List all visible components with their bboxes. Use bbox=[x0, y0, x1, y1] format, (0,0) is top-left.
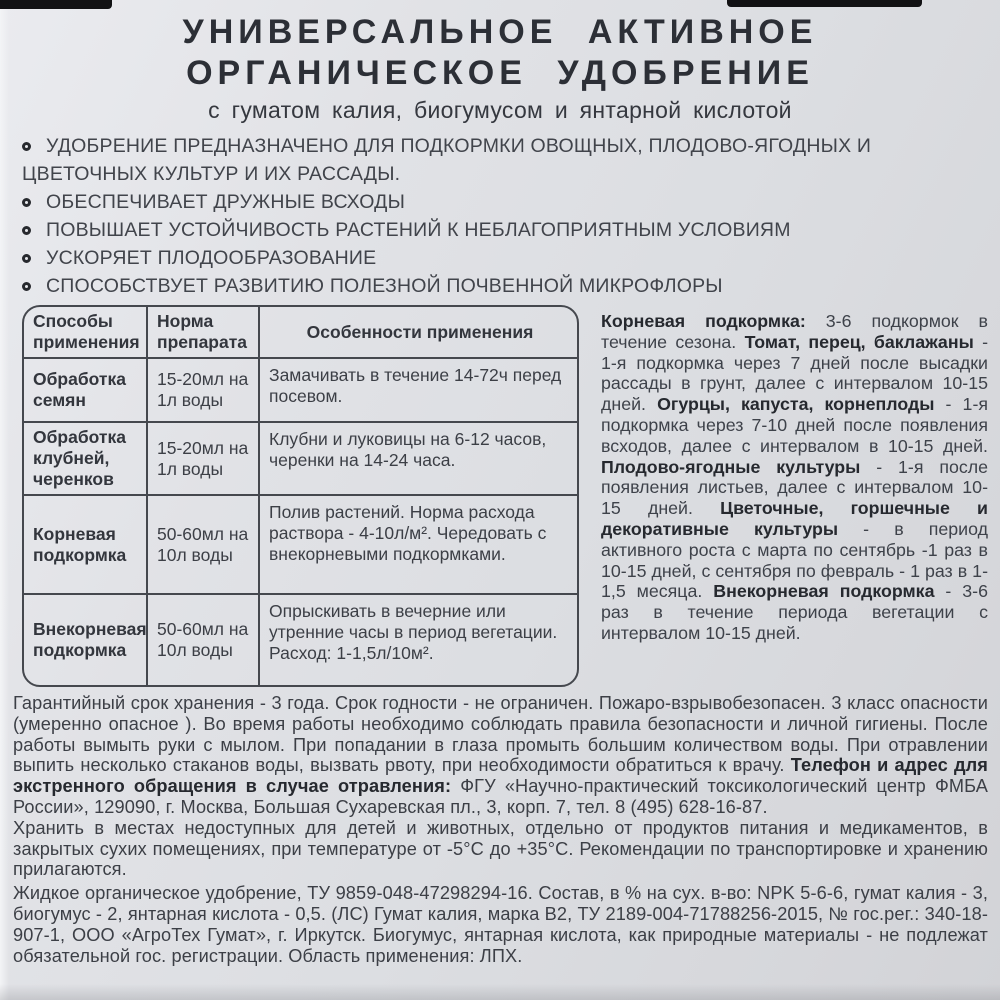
schedule-segment: - 1-я подкормка через 7-10 дней после появления всходов, далее с интервалом в 10-15 дней. bbox=[601, 394, 988, 456]
table-cell-notes bbox=[258, 357, 577, 421]
label-header bbox=[0, 12, 1000, 124]
table-cell-text: 50-60мл на 10л воды bbox=[157, 523, 249, 565]
table-header-cell bbox=[24, 307, 146, 357]
product-subtitle: с гуматом калия, биогумусом и янтарной кислотой bbox=[208, 97, 792, 123]
table-header-cell bbox=[146, 307, 258, 357]
footer-segment: Жидкое органическое удобрение, ТУ 9859-048-47298294-16. Состав, в % на сух. в-во: NPK 5-6-6, гумат калия - 3, биогумус - 2, янтарная кислота - 0,5. (ЛС) Гумат калия, марка В2, ТУ 2189-004-71788256-2015, № гос.рег.: 340-18-907-1, ООО «АгроТех Гумат», г. Иркутск. Биогумус, янтарная кислота, как природные материалы - не подлежат обязательной гос. регистрации. Область применения: ЛПХ. bbox=[13, 883, 988, 966]
photo-bottom-shade bbox=[0, 984, 1000, 1000]
table-cell-text: Корневая подкормка bbox=[33, 523, 127, 565]
feature-item bbox=[22, 188, 967, 216]
bullet-icon bbox=[22, 254, 31, 263]
feature-text: ОБЕСПЕЧИВАЕТ ДРУЖНЫЕ ВСХОДЫ bbox=[46, 191, 406, 213]
table-cell-text: Внекорневая подкормка bbox=[33, 619, 147, 660]
bullet-icon bbox=[22, 226, 31, 235]
table-cell-method bbox=[24, 494, 146, 593]
table-cell-text: 50-60мл на 10л воды bbox=[157, 619, 249, 660]
table-cell-method bbox=[24, 593, 146, 685]
table-header-cell bbox=[258, 307, 577, 357]
footer-paragraph bbox=[13, 693, 988, 818]
table-cell-dose bbox=[146, 494, 258, 593]
photo-left-highlight bbox=[0, 0, 9, 1000]
footer-segment: Хранить в местах недоступных для детей и животных, отдельно от продуктов питания и медикаментов, в закрытых сухих помещениях, при температуре от -5°С до +35°С. Рекомендации по транспортировке и хранению прилагаются. bbox=[13, 817, 988, 880]
bullet-icon bbox=[22, 198, 31, 207]
feature-item bbox=[22, 272, 967, 300]
feature-list bbox=[22, 132, 967, 300]
schedule-segment: 3-6 подкормок в течение сезона. bbox=[601, 311, 989, 352]
footer-paragraph bbox=[13, 818, 988, 880]
table-cell-notes bbox=[258, 593, 577, 685]
schedule-bold-segment: Плодово-ягодные культуры bbox=[601, 456, 861, 477]
schedule-bold-segment: Огурцы, капуста, корнеплоды bbox=[657, 394, 935, 415]
schedule-segment: - 3-6 раз в течение периода вегетации с интервалом 10-15 дней. bbox=[601, 581, 988, 643]
bullet-icon bbox=[22, 282, 31, 291]
schedule-segment: - 1-я подкормка через 7 дней после высадки рассады в грунт, далее с интервалом 10-15 дней. bbox=[601, 331, 988, 415]
table-cell-method bbox=[24, 421, 146, 494]
feature-text: УДОБРЕНИЕ ПРЕДНАЗНАЧЕНО ДЛЯ ПОДКОРМКИ ОВОЩНЫХ, ПЛОДОВО-ЯГОДНЫХ И ЦВЕТОЧНЫХ КУЛЬТУР И ИХ РАССАДЫ. bbox=[22, 135, 872, 185]
footer-bold-segment: Телефон и адрес для экстренного обращения в случае отравления: bbox=[13, 755, 989, 797]
feeding-schedule-text bbox=[601, 311, 988, 644]
schedule-bold-segment: Цветочные, горшечные и декоративные культуры bbox=[601, 498, 988, 539]
table-cell-text: 15-20мл на 1л воды bbox=[157, 369, 249, 410]
feature-item bbox=[22, 244, 967, 272]
table-cell-text: Опрыскивать в вечерние или утренние часы в период вегетации. Расход: 1-1,5л/10м². bbox=[269, 601, 558, 663]
schedule-bold-segment: Томат, перец, баклажаны bbox=[744, 331, 974, 352]
product-title-line1: УНИВЕРСАЛЬНОЕ АКТИВНОЕ bbox=[182, 13, 818, 51]
feature-text: УСКОРЯЕТ ПЛОДООБРАЗОВАНИЕ bbox=[46, 247, 377, 269]
table-cell-notes bbox=[258, 421, 577, 494]
table-cell-dose bbox=[146, 593, 258, 685]
schedule-bold-segment: Внекорневая подкормка bbox=[713, 581, 935, 602]
schedule-segment: - 1-я после появления листьев, далее с интервалом 10-15 дней. bbox=[601, 456, 988, 519]
feature-text: СПОСОБСТВУЕТ РАЗВИТИЮ ПОЛЕЗНОЙ ПОЧВЕННОЙ МИКРОФЛОРЫ bbox=[46, 275, 723, 297]
table-cell-text: Замачивать в течение 14-72ч перед посевом. bbox=[269, 365, 562, 406]
table-header-text: Способы применения bbox=[33, 311, 140, 352]
feature-item bbox=[22, 216, 967, 244]
table-cell-text: Обработка семян bbox=[33, 369, 126, 410]
table-cell-notes bbox=[258, 494, 577, 593]
top-black-strip-right bbox=[727, 0, 922, 7]
table-cell-text: 15-20мл на 1л воды bbox=[157, 437, 249, 479]
application-table bbox=[22, 305, 579, 687]
footer-segment: ФГУ «Научно-практический токсикологический центр ФМБА России», 129090, г. Москва, Большая Сухаревская пл., 3, корп. 7, тел. 8 (495) 628-16-87. bbox=[13, 776, 989, 817]
product-title-line2: ОРГАНИЧЕСКОЕ УДОБРЕНИЕ bbox=[186, 54, 814, 92]
table-cell-text: Полив растений. Норма расхода раствора - 4-10л/м². Чередовать с внекорневыми подкормками. bbox=[269, 502, 547, 564]
bullet-icon bbox=[22, 142, 31, 151]
footer-segment: Гарантийный срок хранения - 3 года. Срок годности - не ограничен. Пожаро-взрывобезопасен. 3 класс опасности (умеренно опасное ). Во время работы необходимо соблюдать правила безопасности и личной гигиены. После работы вымыть руки с мылом. При попадании в глаза промыть большим количеством воды. При отравлении выпить несколько стаканов воды, вызвать рвоту, при необходимости обратиться к врачу. bbox=[13, 693, 988, 776]
feature-text: ПОВЫШАЕТ УСТОЙЧИВОСТЬ РАСТЕНИЙ К НЕБЛАГОПРИЯТНЫМ УСЛОВИЯМ bbox=[46, 219, 791, 241]
schedule-segment: - в период активного роста с марта по сентябрь -1 раз в 10-15 дней, с сентября по февраль - 1 раз в 1-1,5 месяца. bbox=[601, 518, 988, 602]
top-black-strip-left bbox=[0, 0, 112, 9]
schedule-bold-segment: Корневая подкормка: bbox=[601, 311, 806, 331]
footer-paragraph bbox=[13, 883, 988, 966]
table-cell-text: Клубни и луковицы на 6-12 часов, черенки на 14-24 часа. bbox=[269, 429, 547, 470]
footer-text bbox=[13, 693, 988, 966]
table-cell-dose bbox=[146, 357, 258, 421]
application-table-grid bbox=[24, 307, 577, 685]
table-cell-dose bbox=[146, 421, 258, 494]
table-header-text: Особенности применения bbox=[306, 321, 534, 342]
table-cell-text: Обработка клубней, черенков bbox=[33, 427, 126, 489]
feature-item bbox=[22, 132, 967, 188]
table-cell-method bbox=[24, 357, 146, 421]
table-header-text: Норма препарата bbox=[157, 311, 248, 352]
